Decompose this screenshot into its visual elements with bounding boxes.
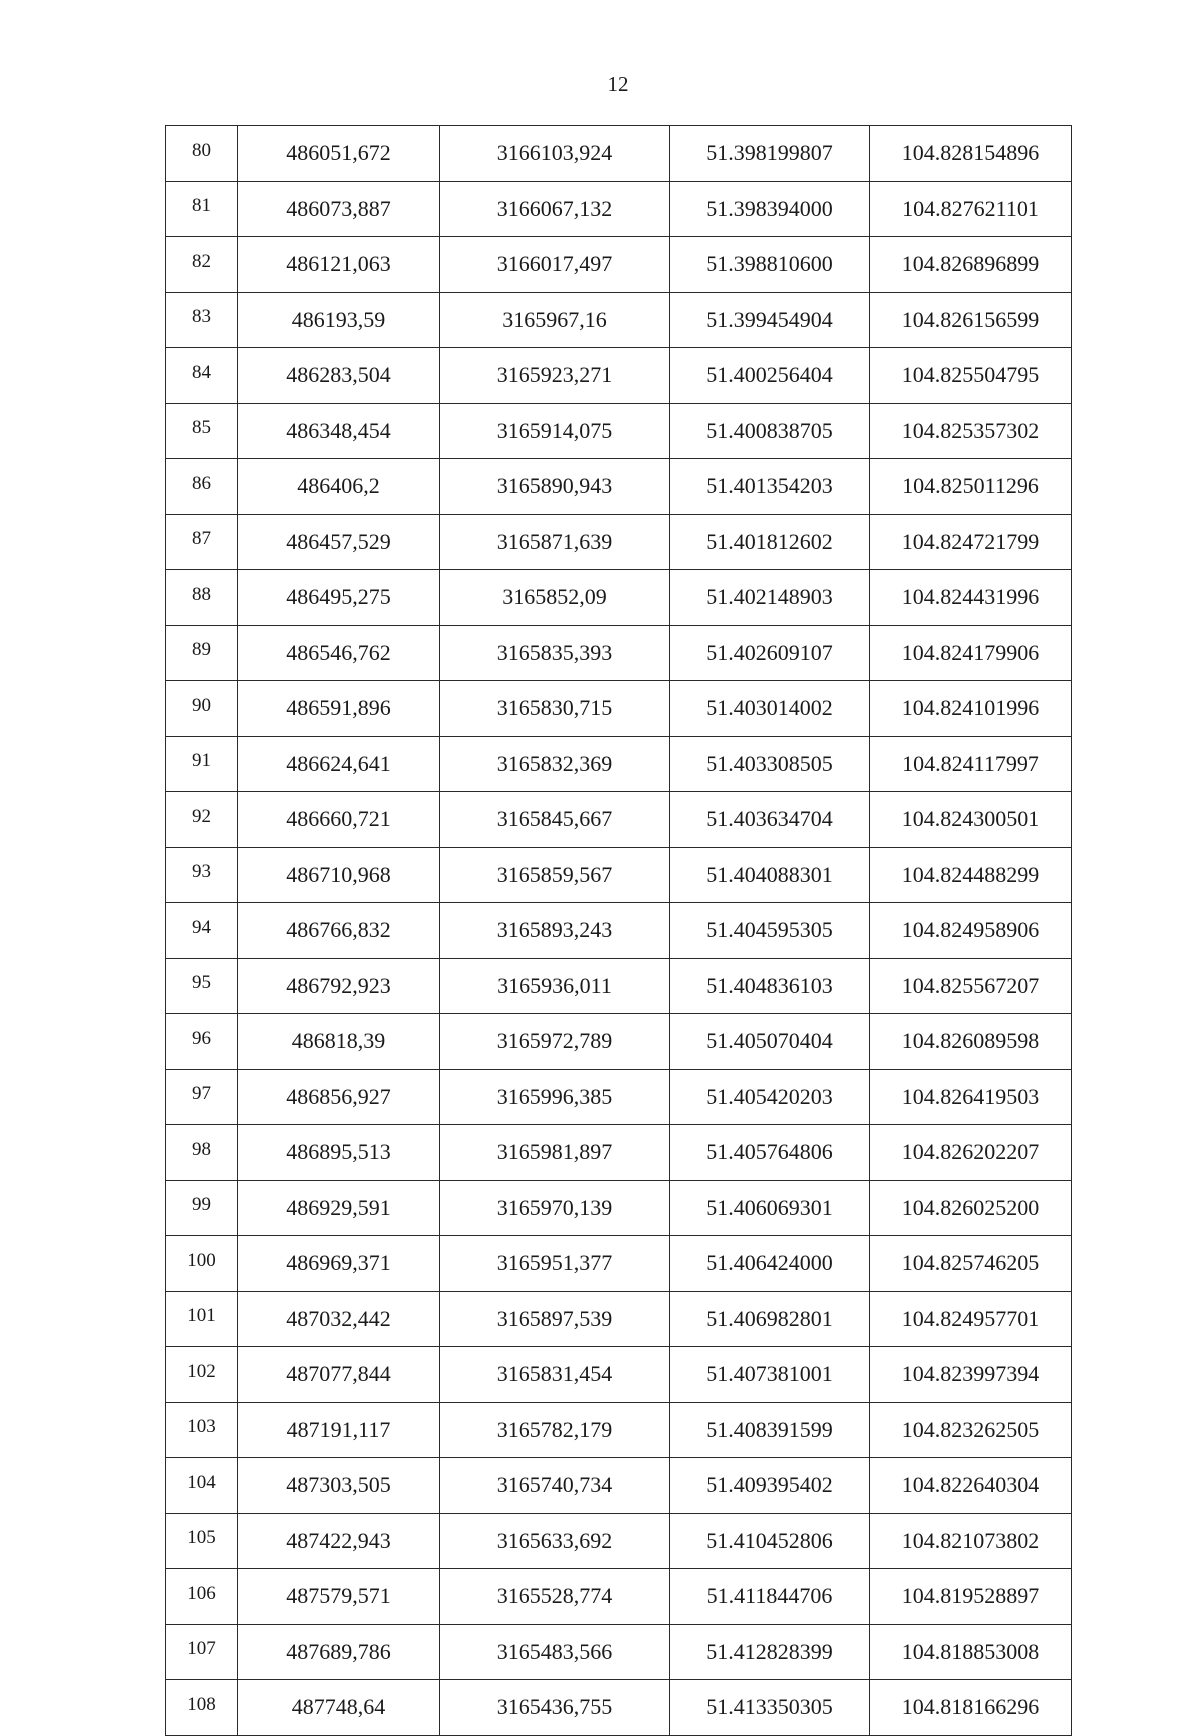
point-number-cell: 106	[166, 1569, 238, 1625]
y-coordinate-cell: 3165996,385	[440, 1069, 670, 1125]
page-number: 12	[607, 72, 629, 96]
longitude-cell: 104.824721799	[870, 514, 1072, 570]
point-number-cell: 80	[166, 126, 238, 182]
latitude-cell: 51.404088301	[670, 847, 870, 903]
latitude-cell: 51.403308505	[670, 736, 870, 792]
y-coordinate-cell: 3165981,897	[440, 1125, 670, 1181]
x-coordinate-cell: 486660,721	[238, 792, 440, 848]
y-coordinate-cell: 3165483,566	[440, 1624, 670, 1680]
longitude-cell: 104.824488299	[870, 847, 1072, 903]
latitude-cell: 51.405070404	[670, 1014, 870, 1070]
table-row	[166, 181, 1072, 237]
latitude-cell: 51.413350305	[670, 1680, 870, 1736]
longitude-cell: 104.823997394	[870, 1347, 1072, 1403]
x-coordinate-cell: 486546,762	[238, 625, 440, 681]
y-coordinate-cell: 3166103,924	[440, 126, 670, 182]
x-coordinate-cell: 486457,529	[238, 514, 440, 570]
longitude-cell: 104.826156599	[870, 292, 1072, 348]
latitude-cell: 51.405420203	[670, 1069, 870, 1125]
point-number-cell: 92	[166, 792, 238, 848]
latitude-cell: 51.406424000	[670, 1236, 870, 1292]
latitude-cell: 51.408391599	[670, 1402, 870, 1458]
x-coordinate-cell: 487032,442	[238, 1291, 440, 1347]
table-row	[166, 1347, 1072, 1403]
x-coordinate-cell: 486193,59	[238, 292, 440, 348]
table-row	[166, 1014, 1072, 1070]
longitude-cell: 104.825011296	[870, 459, 1072, 515]
table-row	[166, 1125, 1072, 1181]
y-coordinate-cell: 3165893,243	[440, 903, 670, 959]
point-number-cell: 90	[166, 681, 238, 737]
point-number-cell: 107	[166, 1624, 238, 1680]
point-number-cell: 101	[166, 1291, 238, 1347]
point-number-cell: 105	[166, 1513, 238, 1569]
x-coordinate-cell: 487303,505	[238, 1458, 440, 1514]
longitude-cell: 104.826025200	[870, 1180, 1072, 1236]
point-number-cell: 81	[166, 181, 238, 237]
coordinates-table	[165, 125, 1072, 1736]
table-row	[166, 459, 1072, 515]
latitude-cell: 51.406982801	[670, 1291, 870, 1347]
table-row	[166, 126, 1072, 182]
longitude-cell: 104.826202207	[870, 1125, 1072, 1181]
latitude-cell: 51.403634704	[670, 792, 870, 848]
latitude-cell: 51.406069301	[670, 1180, 870, 1236]
longitude-cell: 104.824431996	[870, 570, 1072, 626]
y-coordinate-cell: 3165936,011	[440, 958, 670, 1014]
table-row	[166, 1513, 1072, 1569]
longitude-cell: 104.818166296	[870, 1680, 1072, 1736]
y-coordinate-cell: 3165967,16	[440, 292, 670, 348]
longitude-cell: 104.822640304	[870, 1458, 1072, 1514]
table-row	[166, 625, 1072, 681]
table-row	[166, 1569, 1072, 1625]
longitude-cell: 104.826089598	[870, 1014, 1072, 1070]
y-coordinate-cell: 3165830,715	[440, 681, 670, 737]
latitude-cell: 51.402148903	[670, 570, 870, 626]
table-row	[166, 847, 1072, 903]
y-coordinate-cell: 3165972,789	[440, 1014, 670, 1070]
point-number-cell: 91	[166, 736, 238, 792]
latitude-cell: 51.398394000	[670, 181, 870, 237]
table-row	[166, 403, 1072, 459]
x-coordinate-cell: 486792,923	[238, 958, 440, 1014]
y-coordinate-cell: 3166017,497	[440, 237, 670, 293]
table-row	[166, 1402, 1072, 1458]
longitude-cell: 104.824958906	[870, 903, 1072, 959]
table-row	[166, 1180, 1072, 1236]
longitude-cell: 104.828154896	[870, 126, 1072, 182]
point-number-cell: 99	[166, 1180, 238, 1236]
point-number-cell: 86	[166, 459, 238, 515]
table-row	[166, 1236, 1072, 1292]
latitude-cell: 51.409395402	[670, 1458, 870, 1514]
longitude-cell: 104.823262505	[870, 1402, 1072, 1458]
longitude-cell: 104.824300501	[870, 792, 1072, 848]
point-number-cell: 87	[166, 514, 238, 570]
x-coordinate-cell: 487689,786	[238, 1624, 440, 1680]
table-row	[166, 736, 1072, 792]
y-coordinate-cell: 3165897,539	[440, 1291, 670, 1347]
table-row	[166, 958, 1072, 1014]
y-coordinate-cell: 3165951,377	[440, 1236, 670, 1292]
x-coordinate-cell: 486895,513	[238, 1125, 440, 1181]
y-coordinate-cell: 3165970,139	[440, 1180, 670, 1236]
point-number-cell: 102	[166, 1347, 238, 1403]
table-row	[166, 1680, 1072, 1736]
point-number-cell: 103	[166, 1402, 238, 1458]
x-coordinate-cell: 486766,832	[238, 903, 440, 959]
point-number-cell: 84	[166, 348, 238, 404]
table-row	[166, 237, 1072, 293]
point-number-cell: 94	[166, 903, 238, 959]
latitude-cell: 51.404836103	[670, 958, 870, 1014]
latitude-cell: 51.400838705	[670, 403, 870, 459]
point-number-cell: 108	[166, 1680, 238, 1736]
y-coordinate-cell: 3165436,755	[440, 1680, 670, 1736]
x-coordinate-cell: 486856,927	[238, 1069, 440, 1125]
x-coordinate-cell: 487748,64	[238, 1680, 440, 1736]
x-coordinate-cell: 486710,968	[238, 847, 440, 903]
y-coordinate-cell: 3165782,179	[440, 1402, 670, 1458]
x-coordinate-cell: 487579,571	[238, 1569, 440, 1625]
point-number-cell: 95	[166, 958, 238, 1014]
longitude-cell: 104.824957701	[870, 1291, 1072, 1347]
longitude-cell: 104.824101996	[870, 681, 1072, 737]
x-coordinate-cell: 486969,371	[238, 1236, 440, 1292]
latitude-cell: 51.407381001	[670, 1347, 870, 1403]
point-number-cell: 104	[166, 1458, 238, 1514]
y-coordinate-cell: 3165914,075	[440, 403, 670, 459]
x-coordinate-cell: 486929,591	[238, 1180, 440, 1236]
table-row	[166, 1458, 1072, 1514]
y-coordinate-cell: 3165871,639	[440, 514, 670, 570]
longitude-cell: 104.819528897	[870, 1569, 1072, 1625]
x-coordinate-cell: 487422,943	[238, 1513, 440, 1569]
x-coordinate-cell: 486348,454	[238, 403, 440, 459]
longitude-cell: 104.826419503	[870, 1069, 1072, 1125]
x-coordinate-cell: 486283,504	[238, 348, 440, 404]
longitude-cell: 104.826896899	[870, 237, 1072, 293]
y-coordinate-cell: 3165852,09	[440, 570, 670, 626]
y-coordinate-cell: 3165528,774	[440, 1569, 670, 1625]
longitude-cell: 104.824117997	[870, 736, 1072, 792]
y-coordinate-cell: 3165835,393	[440, 625, 670, 681]
y-coordinate-cell: 3165831,454	[440, 1347, 670, 1403]
y-coordinate-cell: 3165923,271	[440, 348, 670, 404]
table-row	[166, 792, 1072, 848]
longitude-cell: 104.818853008	[870, 1624, 1072, 1680]
point-number-cell: 85	[166, 403, 238, 459]
y-coordinate-cell: 3165859,567	[440, 847, 670, 903]
table-row	[166, 903, 1072, 959]
x-coordinate-cell: 486591,896	[238, 681, 440, 737]
point-number-cell: 83	[166, 292, 238, 348]
x-coordinate-cell: 486051,672	[238, 126, 440, 182]
latitude-cell: 51.399454904	[670, 292, 870, 348]
latitude-cell: 51.411844706	[670, 1569, 870, 1625]
table-row	[166, 292, 1072, 348]
x-coordinate-cell: 487077,844	[238, 1347, 440, 1403]
latitude-cell: 51.400256404	[670, 348, 870, 404]
x-coordinate-cell: 486495,275	[238, 570, 440, 626]
x-coordinate-cell: 486073,887	[238, 181, 440, 237]
latitude-cell: 51.412828399	[670, 1624, 870, 1680]
latitude-cell: 51.401354203	[670, 459, 870, 515]
table-row	[166, 514, 1072, 570]
y-coordinate-cell: 3165740,734	[440, 1458, 670, 1514]
point-number-cell: 98	[166, 1125, 238, 1181]
y-coordinate-cell: 3165890,943	[440, 459, 670, 515]
point-number-cell: 88	[166, 570, 238, 626]
table-row	[166, 570, 1072, 626]
point-number-cell: 97	[166, 1069, 238, 1125]
longitude-cell: 104.825746205	[870, 1236, 1072, 1292]
latitude-cell: 51.405764806	[670, 1125, 870, 1181]
table-row	[166, 1069, 1072, 1125]
x-coordinate-cell: 486624,641	[238, 736, 440, 792]
latitude-cell: 51.404595305	[670, 903, 870, 959]
point-number-cell: 96	[166, 1014, 238, 1070]
latitude-cell: 51.401812602	[670, 514, 870, 570]
point-number-cell: 93	[166, 847, 238, 903]
table-row	[166, 1624, 1072, 1680]
y-coordinate-cell: 3166067,132	[440, 181, 670, 237]
table-row	[166, 348, 1072, 404]
y-coordinate-cell: 3165633,692	[440, 1513, 670, 1569]
longitude-cell: 104.825504795	[870, 348, 1072, 404]
x-coordinate-cell: 486818,39	[238, 1014, 440, 1070]
longitude-cell: 104.824179906	[870, 625, 1072, 681]
y-coordinate-cell: 3165845,667	[440, 792, 670, 848]
latitude-cell: 51.403014002	[670, 681, 870, 737]
longitude-cell: 104.821073802	[870, 1513, 1072, 1569]
x-coordinate-cell: 487191,117	[238, 1402, 440, 1458]
longitude-cell: 104.825567207	[870, 958, 1072, 1014]
y-coordinate-cell: 3165832,369	[440, 736, 670, 792]
longitude-cell: 104.825357302	[870, 403, 1072, 459]
point-number-cell: 89	[166, 625, 238, 681]
latitude-cell: 51.398810600	[670, 237, 870, 293]
x-coordinate-cell: 486406,2	[238, 459, 440, 515]
longitude-cell: 104.827621101	[870, 181, 1072, 237]
coordinates-table-body	[166, 126, 1072, 1736]
latitude-cell: 51.402609107	[670, 625, 870, 681]
point-number-cell: 82	[166, 237, 238, 293]
latitude-cell: 51.410452806	[670, 1513, 870, 1569]
x-coordinate-cell: 486121,063	[238, 237, 440, 293]
latitude-cell: 51.398199807	[670, 126, 870, 182]
point-number-cell: 100	[166, 1236, 238, 1292]
table-row	[166, 681, 1072, 737]
table-row	[166, 1291, 1072, 1347]
